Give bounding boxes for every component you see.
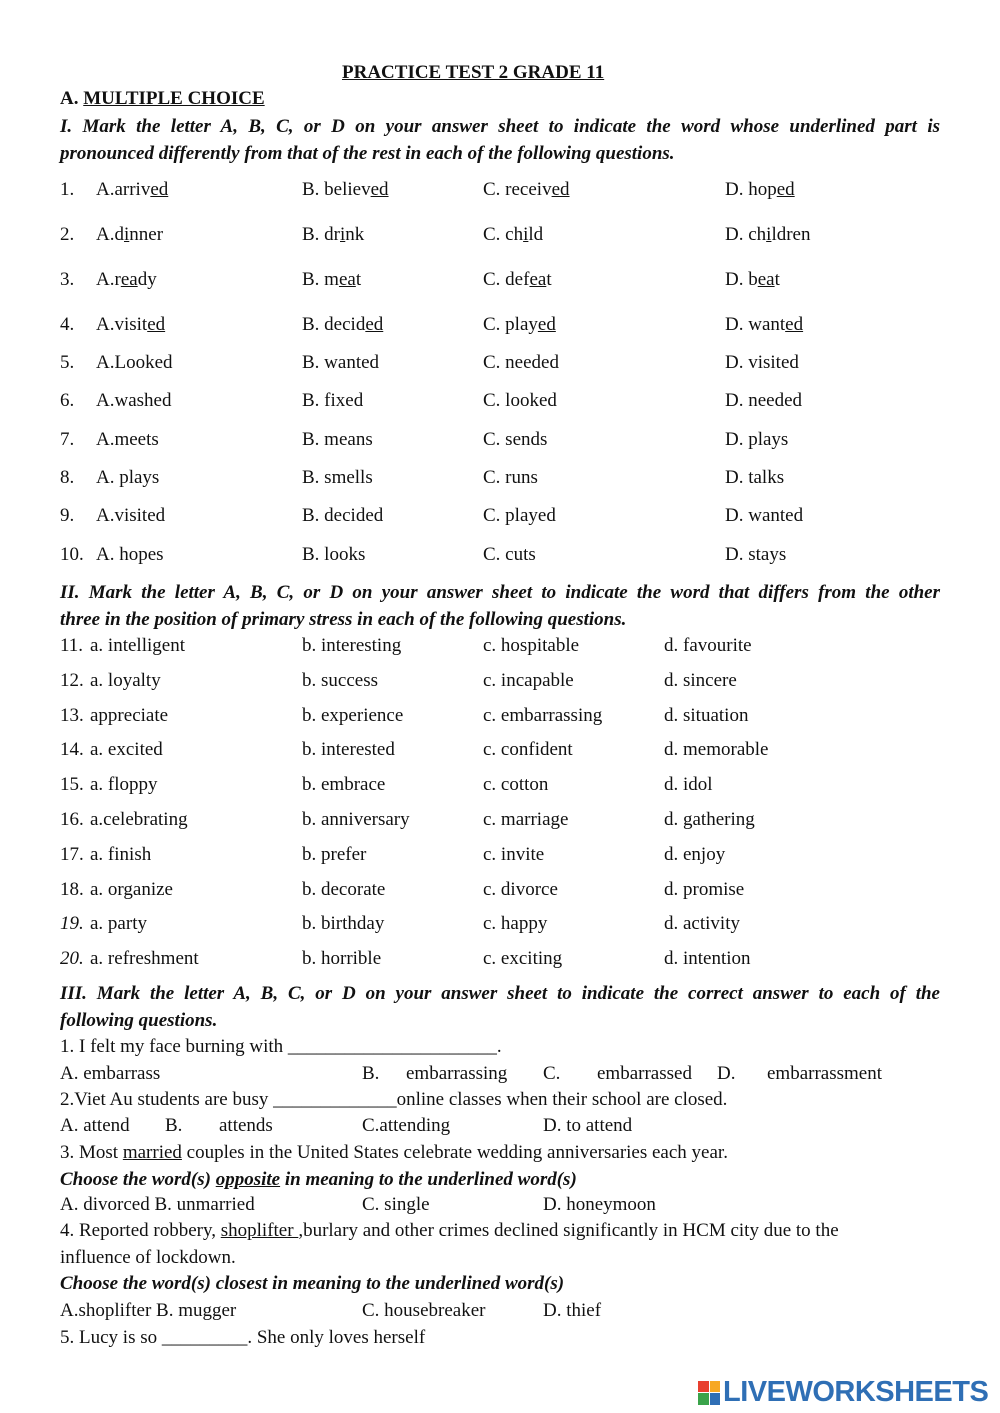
option-a[interactable]: a.celebrating [90, 809, 188, 830]
option-b-pre: B. decided [302, 505, 384, 526]
question-number: 14. [60, 739, 84, 760]
option-c[interactable]: c. incapable [483, 670, 574, 691]
section-2-instruction-line2: three in the position of primary stress in each of the following questions. [60, 609, 627, 630]
option-b-ul: i [340, 224, 346, 245]
q3-text-start: 3. Most [60, 1142, 123, 1163]
option-d[interactable]: d. situation [664, 705, 749, 726]
option-c-ul: ea [529, 269, 547, 290]
q3-instr-opposite: opposite [215, 1169, 281, 1190]
option-a-pre: A.visit [96, 314, 148, 335]
option-c-pre: C. sends [483, 429, 548, 450]
option-a-post: nner [129, 224, 164, 245]
option-d[interactable] [725, 429, 788, 451]
option-a-pre: A.d [96, 224, 124, 245]
question-number: 1. [60, 179, 75, 200]
option-b[interactable] [302, 429, 373, 451]
q1-option-c-letter[interactable]: C. [543, 1063, 561, 1084]
question-number: 10. [60, 544, 84, 565]
option-a-ul: ed [150, 179, 169, 200]
option-d[interactable]: d. memorable [664, 739, 769, 760]
option-b-pre: B. m [302, 269, 339, 290]
page-title: PRACTICE TEST 2 GRADE 11 [342, 62, 605, 83]
option-a-pre: A.Looked [96, 352, 173, 373]
option-d[interactable] [725, 314, 803, 336]
option-d-ul: i [766, 224, 772, 245]
option-a-post: dy [137, 269, 157, 290]
q3-instruction [60, 1169, 577, 1191]
question-number: 17. [60, 844, 84, 865]
question-3-3 [60, 1142, 728, 1164]
option-a-pre: A.arriv [96, 179, 151, 200]
question-number: 3. [60, 269, 75, 290]
option-c-pre: C. played [483, 505, 556, 526]
option-b[interactable] [302, 179, 389, 201]
q3-instr-start: Choose the word(s) [60, 1169, 216, 1190]
option-a[interactable] [96, 352, 173, 374]
option-c-pre: C. cuts [483, 544, 536, 565]
option-a[interactable] [96, 179, 168, 201]
option-d-pre: D. visited [725, 352, 799, 373]
option-d[interactable]: d. enjoy [664, 844, 726, 865]
option-d-pre: D. wanted [725, 505, 804, 526]
option-c[interactable]: c. marriage [483, 809, 569, 830]
option-a[interactable] [96, 505, 165, 527]
option-b[interactable] [302, 544, 365, 566]
option-d-pre: D. ch [725, 224, 767, 245]
option-d[interactable] [725, 352, 799, 374]
option-b[interactable] [302, 224, 364, 246]
q4-option-d[interactable]: D. thief [543, 1300, 602, 1321]
logo-text: LIVEWORKSHEETS [723, 1376, 989, 1408]
q1-option-a[interactable]: A. embarrass [60, 1063, 161, 1084]
option-d[interactable]: d. sincere [664, 670, 737, 691]
option-b[interactable]: b. decorate [302, 879, 386, 900]
option-c-pre: C. looked [483, 390, 557, 411]
q4-instruction: Choose the word(s) closest in meaning to the underlined word(s) [60, 1273, 565, 1294]
option-a[interactable]: a. floppy [90, 774, 158, 795]
question-number: 7. [60, 429, 75, 450]
option-c[interactable] [483, 314, 556, 336]
option-b-pre: B. decid [302, 314, 366, 335]
option-d-pre: D. needed [725, 390, 803, 411]
part-a-heading [60, 88, 265, 110]
q3-underlined-word: married [122, 1142, 182, 1163]
q3-instr-end: in meaning to the underlined word(s) [280, 1169, 577, 1190]
option-a[interactable]: appreciate [90, 705, 169, 726]
option-a-pre: A.meets [96, 429, 159, 450]
q3-text-end: couples in the United States celebrate wedding anniversaries each year. [181, 1142, 728, 1163]
q4-text-end: ,burlary and other crimes declined significantly in HCM city due to the [298, 1220, 839, 1241]
option-a[interactable] [96, 429, 159, 451]
question-number: 4. [60, 314, 75, 335]
option-d-pre: D. stays [725, 544, 787, 565]
option-c[interactable]: c. cotton [483, 774, 549, 795]
option-a[interactable] [96, 390, 171, 412]
option-b[interactable]: b. experience [302, 705, 404, 726]
option-a[interactable]: a. organize [90, 879, 173, 900]
question-number: 15. [60, 774, 84, 795]
option-d[interactable] [725, 269, 780, 291]
question-number: 19. [60, 913, 84, 934]
question-number: 13. [60, 705, 84, 726]
q1-option-c-text[interactable]: embarrassed [597, 1063, 692, 1084]
option-d[interactable]: d. promise [664, 879, 745, 900]
option-c[interactable] [483, 269, 552, 291]
section-3-instruction-line2: following questions. [60, 1010, 218, 1031]
logo-icon [698, 1381, 720, 1405]
option-d[interactable] [725, 390, 802, 412]
option-c[interactable] [483, 390, 557, 412]
option-a[interactable] [96, 544, 164, 566]
option-d[interactable] [725, 467, 784, 489]
option-c[interactable] [483, 224, 543, 246]
option-b-ul: ea [338, 269, 356, 290]
option-a-ul: ea [120, 269, 138, 290]
question-number: 11. [60, 635, 84, 656]
question-3-4 [60, 1220, 839, 1242]
option-a[interactable] [96, 467, 159, 489]
option-d[interactable]: d. intention [664, 948, 751, 969]
option-d-post: t [774, 269, 780, 290]
option-d-ul: ea [757, 269, 775, 290]
option-b-pre: B. believ [302, 179, 371, 200]
section-1-instruction-line1: I. Mark the letter A, B, C, or D on your answer sheet to indicate the word whose underlined part is [60, 116, 940, 137]
question-number: 6. [60, 390, 75, 411]
part-a-label: MULTIPLE CHOICE [83, 88, 265, 109]
option-d-pre: D. b [725, 269, 758, 290]
option-b-pre: B. wanted [302, 352, 380, 373]
option-b[interactable]: b. horrible [302, 948, 382, 969]
option-a[interactable]: a. finish [90, 844, 152, 865]
q2-option-b-letter[interactable]: B. [165, 1115, 183, 1136]
q3-option-c[interactable]: C. single [362, 1194, 430, 1215]
question-number: 2. [60, 224, 75, 245]
option-b-post: nk [345, 224, 365, 245]
option-d-pre: D. hop [725, 179, 777, 200]
option-d[interactable] [725, 224, 810, 246]
option-c[interactable]: c. divorce [483, 879, 558, 900]
option-c-ul: ed [537, 314, 556, 335]
option-c[interactable]: c. exciting [483, 948, 563, 969]
option-b[interactable]: b. embrace [302, 774, 386, 795]
option-d-post: ldren [771, 224, 811, 245]
option-b-pre: B. looks [302, 544, 366, 565]
option-c[interactable] [483, 429, 547, 451]
question-3-5: 5. Lucy is so _________. She only loves herself [60, 1327, 426, 1348]
q1-option-d-text[interactable]: embarrassment [767, 1063, 883, 1084]
option-c-pre: C. ch [483, 224, 524, 245]
option-c[interactable] [483, 544, 536, 566]
question-number: 5. [60, 352, 75, 373]
option-c-post: ld [528, 224, 544, 245]
option-a[interactable]: a. party [90, 913, 147, 934]
q2-option-c[interactable]: C.attending [362, 1115, 451, 1136]
section-1-instruction-line2: pronounced differently from that of the rest in each of the following questions. [60, 143, 675, 164]
option-a[interactable] [96, 269, 157, 291]
option-a-pre: A.r [96, 269, 121, 290]
option-a[interactable]: a. loyalty [90, 670, 161, 691]
q3-options-ab[interactable]: A. divorced B. unmarried [60, 1194, 255, 1215]
q1-option-d-letter[interactable]: D. [717, 1063, 736, 1084]
option-c-ul: i [523, 224, 529, 245]
q2-option-a[interactable]: A. attend [60, 1115, 130, 1136]
q4-text-start: 4. Reported robbery, [60, 1220, 221, 1241]
option-d[interactable]: d. activity [664, 913, 740, 934]
option-c-pre: C. def [483, 269, 530, 290]
option-d-ul: ed [776, 179, 795, 200]
option-d[interactable]: d. gathering [664, 809, 755, 830]
q1-option-b-letter[interactable]: B. [362, 1063, 380, 1084]
option-a-ul: ed [147, 314, 166, 335]
option-c-post: t [546, 269, 552, 290]
option-b[interactable]: b. anniversary [302, 809, 410, 830]
liveworksheets-logo [698, 1376, 988, 1409]
option-c[interactable] [483, 505, 556, 527]
option-d[interactable] [725, 505, 803, 527]
option-b-pre: B. smells [302, 467, 373, 488]
option-b-post: t [355, 269, 362, 290]
option-d[interactable] [725, 544, 786, 566]
option-c-pre: C. runs [483, 467, 538, 488]
option-a[interactable] [96, 224, 163, 246]
section-3-instruction-line1: III. Mark the letter A, B, C, or D on your answer sheet to indicate the correct answer to each of the [60, 983, 940, 1004]
option-a-pre: A.visited [96, 505, 166, 526]
question-number: 16. [60, 809, 84, 830]
option-c[interactable]: c. confident [483, 739, 573, 760]
q4-option-c[interactable]: C. housebreaker [362, 1300, 486, 1321]
question-number: 8. [60, 467, 75, 488]
option-a-ul: i [123, 224, 130, 245]
q4-options-ab[interactable]: A.shoplifter B. mugger [60, 1300, 237, 1321]
option-b[interactable]: b. prefer [302, 844, 367, 865]
option-d[interactable] [725, 179, 795, 201]
option-b[interactable] [302, 505, 383, 527]
option-a[interactable]: a. refreshment [90, 948, 199, 969]
option-c-pre: C. needed [483, 352, 559, 373]
option-d-pre: D. want [725, 314, 786, 335]
q1-option-b-text[interactable]: embarrassing [406, 1063, 508, 1084]
question-3-4-continued: influence of lockdown. [60, 1247, 236, 1268]
option-c[interactable]: c. happy [483, 913, 548, 934]
option-c[interactable]: c. invite [483, 844, 545, 865]
option-d-ul: ed [785, 314, 804, 335]
option-c[interactable]: c. hospitable [483, 635, 580, 656]
option-b[interactable] [302, 269, 361, 291]
part-a-prefix: A. [60, 88, 84, 109]
option-b-ul: ed [370, 179, 389, 200]
question-number: 20. [60, 948, 84, 969]
q2-option-b-text[interactable]: attends [219, 1115, 273, 1136]
option-d[interactable]: d. favourite [664, 635, 752, 656]
option-b[interactable] [302, 352, 379, 374]
option-d[interactable]: d. idol [664, 774, 713, 795]
option-a[interactable] [96, 314, 165, 336]
q4-underlined-word: shoplifter [220, 1220, 299, 1241]
option-b[interactable] [302, 314, 383, 336]
option-b[interactable] [302, 390, 363, 412]
option-b-pre: B. means [302, 429, 373, 450]
question-3-2: 2.Viet Au students are busy _____________online classes when their school are closed. [60, 1089, 728, 1110]
question-number: 9. [60, 505, 75, 526]
option-b[interactable]: b. success [302, 670, 378, 691]
option-b-ul: ed [365, 314, 384, 335]
option-c[interactable] [483, 467, 538, 489]
option-a-pre: A.washed [96, 390, 172, 411]
option-a-pre: A. hopes [96, 544, 164, 565]
option-c-pre: C. play [483, 314, 538, 335]
option-c-ul: ed [551, 179, 570, 200]
option-b-pre: B. fixed [302, 390, 364, 411]
option-c[interactable] [483, 179, 570, 201]
option-a[interactable]: a. intelligent [90, 635, 185, 656]
q3-option-d[interactable]: D. honeymoon [543, 1194, 656, 1215]
option-b[interactable]: b. birthday [302, 913, 385, 934]
option-b[interactable] [302, 467, 373, 489]
option-a[interactable]: a. excited [90, 739, 163, 760]
option-c[interactable] [483, 352, 559, 374]
option-d-pre: D. talks [725, 467, 785, 488]
option-b-pre: B. dr [302, 224, 340, 245]
section-2-instruction-line1: II. Mark the letter A, B, C, or D on your answer sheet to indicate the word that differs from the other [60, 582, 940, 603]
question-number: 12. [60, 670, 84, 691]
question-number: 18. [60, 879, 84, 900]
option-b[interactable]: b. interesting [302, 635, 402, 656]
option-d-pre: D. plays [725, 429, 789, 450]
option-b[interactable]: b. interested [302, 739, 395, 760]
option-c-pre: C. receiv [483, 179, 552, 200]
option-a-pre: A. plays [96, 467, 160, 488]
question-3-1: 1. I felt my face burning with ______________________. [60, 1036, 502, 1057]
q2-option-d[interactable]: D. to attend [543, 1115, 633, 1136]
option-c[interactable]: c. embarrassing [483, 705, 603, 726]
